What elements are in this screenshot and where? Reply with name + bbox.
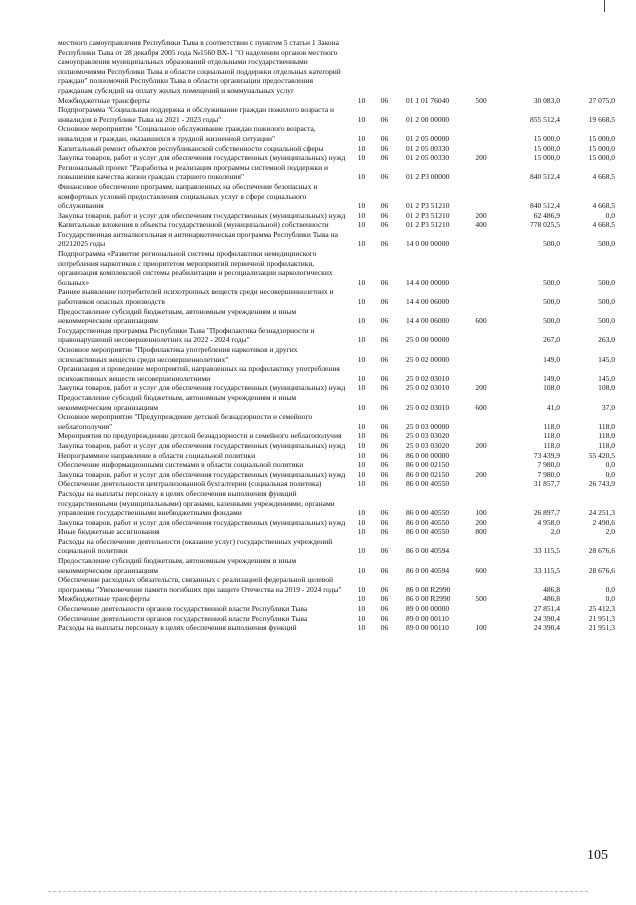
row-amount-1: 15 000,0 [533, 133, 560, 143]
row-amount-1: 500,0 [543, 239, 560, 249]
row-target-code: 86 0 00 40550 [406, 517, 450, 527]
row-section: 10 [357, 565, 366, 575]
row-amount-2: 2 490,6 [592, 517, 615, 527]
row-section: 10 [357, 421, 366, 431]
table-row [58, 431, 615, 441]
row-subsection: 06 [380, 153, 389, 163]
row-section: 10 [357, 604, 366, 614]
row-target-code: 25 0 02 03010 [406, 383, 450, 393]
table-row [58, 326, 615, 345]
row-target-code: 14 4 00 06000 [406, 297, 450, 307]
row-name: Иные бюджетные ассигнования [58, 527, 160, 537]
row-section: 10 [357, 335, 366, 345]
row-amount-2: 19 668,5 [588, 114, 615, 124]
table-row [58, 604, 615, 614]
row-amount-1: 840 512,4 [530, 172, 560, 182]
row-subsection: 06 [380, 335, 389, 345]
row-amount-1: 24 390,4 [533, 613, 560, 623]
row-amount-1: 73 439,9 [533, 450, 560, 460]
row-amount-1: 118,0 [543, 421, 560, 431]
row-target-code: 86 0 00 R2990 [406, 594, 451, 604]
row-amount-1: 31 857,7 [533, 479, 560, 489]
row-subsection: 06 [380, 210, 389, 220]
row-amount-2: 108,0 [598, 383, 615, 393]
row-amount-1: 24 390,4 [533, 623, 560, 633]
row-section: 10 [357, 527, 366, 537]
row-name: Закупка товаров, работ и услуг для обеспечения государственных (муниципальных) нужд [58, 383, 346, 393]
row-target-code: 01 2 05 00330 [406, 153, 450, 163]
row-amount-2: 37,0 [601, 402, 615, 412]
row-amount-2: 55 420,5 [588, 450, 615, 460]
row-amount-2: 21 951,3 [588, 613, 615, 623]
row-target-code: 01 2 Р3 51210 [406, 220, 450, 230]
row-expense-type [470, 345, 492, 364]
row-expense-type: 100 [475, 508, 487, 518]
row-expense-type [470, 105, 492, 124]
row-section: 10 [357, 354, 366, 364]
row-subsection: 06 [380, 114, 389, 124]
row-amount-2: 4 668,5 [592, 201, 615, 211]
table-row [58, 230, 615, 249]
row-amount-2: 28 676,6 [588, 546, 615, 556]
row-subsection: 06 [380, 354, 389, 364]
row-amount-1: 149,0 [543, 373, 560, 383]
row-section: 10 [357, 133, 366, 143]
row-section: 10 [357, 239, 366, 249]
row-expense-type [470, 38, 492, 96]
row-amount-2: 15 000,0 [588, 143, 615, 153]
table-row [58, 479, 615, 489]
row-amount-2: 24 251,3 [588, 508, 615, 518]
row-amount-1: 2,0 [550, 527, 560, 537]
row-subsection: 06 [380, 584, 389, 594]
row-expense-type: 200 [475, 517, 487, 527]
row-expense-type: 600 [475, 565, 487, 575]
row-amount-1: 500,0 [543, 297, 560, 307]
row-amount-1 [492, 38, 560, 96]
row-name: Расходы на обеспечение деятельности (оказание услуг) государственных учреждений социальной политики [58, 536, 333, 556]
row-amount-2: 25 412,3 [588, 604, 615, 614]
row-name: Расходы на выплаты персоналу в целях обеспечения выполнения функций государственными (муниципальными) органами, казенными учреждениями, органами управления государственными внебюджетными фондами [58, 488, 335, 518]
row-section: 10 [357, 623, 366, 633]
row-name: Основное мероприятие "Социальное обслуживание граждан пожилого возраста, инвалидов и граждан, оказавшихся в трудной жизненной ситуации" [58, 124, 316, 143]
row-name: Предоставление субсидий бюджетным, автономным учреждениям и иным некоммерческим организациям [58, 556, 297, 575]
row-target-code: 01 2 00 00000 [406, 114, 450, 124]
row-subsection: 06 [380, 277, 389, 287]
row-amount-2: 500,0 [598, 316, 615, 326]
row-expense-type [470, 537, 492, 556]
table-row [58, 211, 615, 221]
row-section: 10 [357, 277, 366, 287]
row-target-code: 01 2 05 00000 [406, 133, 450, 143]
row-name: Расходы на выплаты персоналу в целях обеспечения выполнения функций [58, 623, 297, 633]
row-name: Обеспечение деятельности органов государственной власти Республики Тыва [58, 613, 308, 623]
row-expense-type: 100 [475, 623, 487, 633]
row-name: Мероприятия по предупреждению детской безнадзорности и семейного неблагополучия [58, 431, 342, 441]
row-subsection: 06 [380, 450, 389, 460]
row-name: Организация и проведение мероприятий, направленных на профилактику употребления психоактивных веществ несовершеннолетними [58, 364, 340, 383]
row-expense-type [470, 604, 492, 614]
row-amount-1: 840 512,4 [530, 201, 560, 211]
row-target-code [396, 38, 470, 96]
row-target-code: 01 1 01 76040 [406, 95, 450, 105]
table-row [58, 364, 615, 383]
row-amount-1: 7 980,0 [537, 460, 560, 470]
row-amount-2: 21 951,3 [588, 623, 615, 633]
row-target-code: 89 0 00 00000 [406, 604, 450, 614]
table-row [58, 470, 615, 480]
row-subsection [373, 38, 396, 96]
budget-table [58, 38, 615, 633]
row-expense-type: 200 [475, 383, 487, 393]
row-target-code: 86 0 00 40594 [406, 546, 450, 556]
row-target-code: 86 0 00 02150 [406, 460, 450, 470]
row-amount-1: 855 512,4 [530, 114, 560, 124]
table-row [58, 451, 615, 461]
row-target-code: 01 2 05 00330 [406, 143, 450, 153]
row-section: 10 [357, 440, 366, 450]
row-name: Подпрограмма «Развитие региональной системы профилактики немедицинского потребления наркотиков с приоритетом мероприятий первичной профилактики, организация комплексной системы реабилитации и ресоциализации наркологических больных» [58, 249, 333, 287]
row-subsection: 06 [380, 604, 389, 614]
row-expense-type [470, 364, 492, 383]
row-subsection: 06 [380, 201, 389, 211]
table-row [58, 163, 615, 182]
row-section: 10 [357, 594, 366, 604]
table-row [58, 460, 615, 470]
row-amount-1: 26 897,7 [533, 508, 560, 518]
row-target-code: 86 0 00 02150 [406, 469, 450, 479]
row-target-code: 01 2 Р3 51210 [406, 210, 450, 220]
row-name: Закупка товаров, работ и услуг для обеспечения государственных (муниципальных) нужд [58, 517, 346, 527]
row-amount-2: 500,0 [598, 297, 615, 307]
table-row [58, 527, 615, 537]
row-amount-2: 118,0 [598, 431, 615, 441]
row-name: Межбюджетные трансферты [58, 594, 150, 604]
row-amount-2: 0,0 [605, 460, 615, 470]
row-name: Основное мероприятие "Предупреждение детской безнадзорности и семейного неблагополучия" [58, 412, 313, 431]
row-amount-1: 486,8 [543, 584, 560, 594]
row-section: 10 [357, 297, 366, 307]
row-subsection: 06 [380, 431, 389, 441]
row-amount-1: 108,0 [543, 383, 560, 393]
row-section: 10 [357, 450, 366, 460]
row-name: Капитальный ремонт объектов республиканской собственности социальной сферы [58, 143, 324, 153]
table-row [58, 307, 615, 326]
row-amount-2: 263,0 [598, 335, 615, 345]
row-target-code: 25 0 02 00000 [406, 354, 450, 364]
row-section: 10 [357, 460, 366, 470]
row-amount-1: 500,0 [543, 316, 560, 326]
row-name: Подпрограмма "Социальная поддержка и обслуживание граждан пожилого возраста и инвалидов в Республике Тыва на 2021 - 2023 годы" [58, 105, 335, 124]
row-amount-2: 27 075,0 [588, 95, 615, 105]
row-target-code: 89 0 00 00110 [406, 623, 449, 633]
table-row [58, 556, 615, 575]
row-target-code: 86 0 00 00000 [406, 450, 450, 460]
row-name: Закупка товаров, работ и услуг для обеспечения государственных (муниципальных) нужд [58, 440, 346, 450]
row-subsection: 06 [380, 440, 389, 450]
row-amount-2: 118,0 [598, 421, 615, 431]
row-amount-1: 486,8 [543, 594, 560, 604]
table-row [58, 220, 615, 230]
row-section: 10 [357, 201, 366, 211]
row-amount-1: 118,0 [543, 440, 560, 450]
row-expense-type: 400 [475, 220, 487, 230]
row-section: 10 [357, 220, 366, 230]
row-target-code: 25 0 02 03010 [406, 402, 450, 412]
row-expense-type [470, 182, 492, 211]
table-row [58, 441, 615, 451]
row-expense-type [470, 287, 492, 306]
table-row [58, 287, 615, 306]
row-target-code: 25 0 03 03020 [406, 440, 450, 450]
row-subsection: 06 [380, 297, 389, 307]
row-subsection: 06 [380, 613, 389, 623]
row-expense-type: 200 [475, 210, 487, 220]
row-expense-type [470, 230, 492, 249]
row-subsection: 06 [380, 517, 389, 527]
row-target-code: 01 2 Р3 51210 [406, 201, 450, 211]
row-amount-2 [560, 38, 615, 96]
row-name: Обеспечение информационными системами в области социальной политики [58, 460, 304, 470]
row-expense-type [470, 412, 492, 431]
row-subsection: 06 [380, 421, 389, 431]
row-target-code: 14 4 00 06000 [406, 316, 450, 326]
row-amount-1: 7 980,0 [537, 469, 560, 479]
page-number: 105 [587, 848, 608, 863]
table-row [58, 518, 615, 528]
row-amount-2: 0,0 [605, 210, 615, 220]
row-amount-1: 778 025,5 [530, 220, 560, 230]
row-amount-1: 500,0 [543, 277, 560, 287]
row-amount-1: 4 958,0 [537, 517, 560, 527]
row-name: Предоставление субсидий бюджетным, автономным учреждениям и иным некоммерческим организациям [58, 392, 297, 412]
row-expense-type: 600 [475, 402, 487, 412]
row-subsection: 06 [380, 527, 389, 537]
row-expense-type [470, 249, 492, 287]
row-subsection: 06 [380, 565, 389, 575]
row-subsection: 06 [380, 239, 389, 249]
row-target-code: 01 2 Р3 00000 [406, 172, 450, 182]
row-amount-1: 41,0 [546, 402, 560, 412]
row-name: Предоставление субсидий бюджетным, автономным учреждениям и иным некоммерческим организациям [58, 306, 297, 326]
row-name: Закупка товаров, работ и услуг для обеспечения государственных (муниципальных) нужд [58, 210, 346, 220]
table-row [58, 124, 615, 143]
row-target-code: 25 0 02 03010 [406, 373, 450, 383]
table-row [58, 105, 615, 124]
row-name: Обеспечение деятельности централизованной бухгалтерии (социальная политика) [58, 479, 322, 489]
row-section: 10 [357, 546, 366, 556]
row-amount-1: 118,0 [543, 431, 560, 441]
row-name: Межбюджетные трансферты [58, 95, 150, 105]
row-amount-2: 500,0 [598, 277, 615, 287]
row-subsection: 06 [380, 383, 389, 393]
row-expense-type [470, 326, 492, 345]
row-target-code: 86 0 00 40594 [406, 565, 450, 575]
row-amount-2: 500,0 [598, 239, 615, 249]
row-section: 10 [357, 95, 366, 105]
row-amount-2: 0,0 [605, 594, 615, 604]
table-row [58, 412, 615, 431]
row-target-code: 14 4 00 00000 [406, 277, 450, 287]
table-row [58, 96, 615, 106]
row-amount-2: 4 668,5 [592, 172, 615, 182]
row-expense-type: 800 [475, 527, 487, 537]
row-name: Государственная антиалкогольная и антинаркотическая программа Республики Тыва на 20212025 годы [58, 229, 338, 249]
row-name: Региональный проект "Разработка и реализация программы системной поддержки и повышения качества жизни граждан старшего поколения" [58, 162, 329, 182]
row-subsection: 06 [380, 172, 389, 182]
row-name: Капитальные вложения в объекты государственной (муниципальной) собственности [58, 220, 329, 230]
row-subsection: 06 [380, 594, 389, 604]
row-name: Основное мероприятие "Профилактика употребления наркотиков и других психоактивных веществ среди несовершеннолетних" [58, 345, 298, 364]
row-section: 10 [357, 402, 366, 412]
row-subsection: 06 [380, 469, 389, 479]
footer-rule [48, 891, 588, 892]
row-expense-type: 200 [475, 153, 487, 163]
row-subsection: 06 [380, 220, 389, 230]
row-expense-type [470, 144, 492, 154]
table-row [58, 614, 615, 624]
row-section: 10 [357, 584, 366, 594]
row-name: Обеспечение расходных обязательств, связанных с реализацией федеральной целевой программы "Увековечение памяти погибших при защите Отечества на 2019 - 2024 годы" [58, 575, 342, 594]
row-amount-2: 15 000,0 [588, 153, 615, 163]
row-expense-type [470, 479, 492, 489]
row-expense-type: 200 [475, 440, 487, 450]
row-section: 10 [357, 508, 366, 518]
table-row [58, 144, 615, 154]
budget-table-body [58, 38, 615, 633]
row-amount-2: 2,0 [605, 527, 615, 537]
row-expense-type [470, 460, 492, 470]
row-amount-1: 62 486,9 [533, 210, 560, 220]
table-row [58, 38, 615, 96]
row-subsection: 06 [380, 623, 389, 633]
table-row [58, 489, 615, 518]
row-expense-type [470, 163, 492, 182]
table-row [58, 345, 615, 364]
row-subsection: 06 [380, 546, 389, 556]
row-subsection: 06 [380, 508, 389, 518]
row-expense-type: 200 [475, 469, 487, 479]
row-amount-2: 15 000,0 [588, 133, 615, 143]
row-expense-type [470, 614, 492, 624]
row-name: Государственная программа Республики Тыва "Профилактика безнадзорности и правонарушений несовершеннолетних на 2022 - 2024 годы" [58, 325, 315, 345]
row-target-code: 25 0 03 03020 [406, 431, 450, 441]
row-section: 10 [357, 373, 366, 383]
row-subsection: 06 [380, 316, 389, 326]
row-subsection: 06 [380, 479, 389, 489]
table-row [58, 575, 615, 594]
row-subsection: 06 [380, 143, 389, 153]
row-target-code: 14 0 00 00000 [406, 239, 450, 249]
row-section: 10 [357, 479, 366, 489]
row-amount-1: 149,0 [543, 354, 560, 364]
row-subsection: 06 [380, 133, 389, 143]
row-name: местного самоуправления Республики Тыва в соответствии с пунктом 5 статьи 1 Закона Республики Тыва от 28 декабря 2005 года №1560 ВХ-1 "О наделении органов местного самоуправления муниципальных образований отдельными государственными полномочиями Республики Тыва в области социальной поддержки отдельных категорий граждан" полномочий Республики Тыва в области организации предоставления гражданам субсидий на оплату жилых помещений и коммунальных услуг [58, 38, 341, 95]
row-expense-type [470, 451, 492, 461]
row-amount-2: 28 676,6 [588, 565, 615, 575]
row-amount-1: 30 083,0 [533, 95, 560, 105]
row-amount-2: 4 668,5 [592, 220, 615, 230]
row-amount-2: 145,0 [598, 354, 615, 364]
row-target-code: 86 0 00 R2990 [406, 584, 451, 594]
row-name: Раннее выявление потребителей психотропных веществ среди несовершеннолетних и работников опасных производств [58, 287, 334, 307]
row-expense-type: 600 [475, 316, 487, 326]
row-section: 10 [357, 316, 366, 326]
row-subsection: 06 [380, 95, 389, 105]
row-name: Финансовое обеспечение программ, направленных на обеспечение безопасных и комфортных условий предоставления социальных услуг в сфере социального обслуживания [58, 181, 318, 211]
row-target-code: 86 0 00 40550 [406, 527, 450, 537]
table-row [58, 393, 615, 412]
row-section: 10 [357, 383, 366, 393]
row-amount-1: 15 000,0 [533, 153, 560, 163]
table-row [58, 383, 615, 393]
row-expense-type: 500 [475, 594, 487, 604]
row-name: Закупка товаров, работ и услуг для обеспечения государственных (муниципальных) нужд [58, 153, 346, 163]
row-amount-2: 0,0 [605, 584, 615, 594]
row-section: 10 [357, 143, 366, 153]
row-amount-1: 33 115,5 [534, 565, 560, 575]
page-edge-mark [604, 0, 605, 12]
row-amount-1: 33 115,5 [534, 546, 560, 556]
row-target-code: 86 0 00 40550 [406, 479, 450, 489]
table-row [58, 182, 615, 211]
row-amount-2: 118,0 [598, 440, 615, 450]
row-name: Закупка товаров, работ и услуг для обеспечения государственных (муниципальных) нужд [58, 469, 346, 479]
row-section: 10 [357, 210, 366, 220]
table-row [58, 594, 615, 604]
table-row [58, 153, 615, 163]
row-expense-type: 500 [475, 95, 487, 105]
row-subsection: 06 [380, 373, 389, 383]
row-amount-2: 26 743,9 [588, 479, 615, 489]
row-name: Обеспечение деятельности органов государственной власти Республики Тыва [58, 604, 308, 614]
row-section: 10 [357, 517, 366, 527]
row-target-code: 25 0 03 00000 [406, 421, 450, 431]
row-expense-type [470, 575, 492, 594]
row-amount-1: 27 851,4 [533, 604, 560, 614]
row-section: 10 [357, 114, 366, 124]
row-target-code: 89 0 00 00110 [406, 613, 449, 623]
row-amount-1: 267,0 [543, 335, 560, 345]
row-section: 10 [357, 431, 366, 441]
table-row [58, 623, 615, 633]
table-row [58, 249, 615, 287]
table-row [58, 537, 615, 556]
row-expense-type [470, 124, 492, 143]
row-section: 10 [357, 469, 366, 479]
row-amount-2: 0,0 [605, 469, 615, 479]
row-subsection: 06 [380, 402, 389, 412]
row-subsection: 06 [380, 460, 389, 470]
row-amount-2: 145,0 [598, 373, 615, 383]
row-section [350, 38, 373, 96]
row-expense-type [470, 431, 492, 441]
row-target-code: 25 0 00 00000 [406, 335, 450, 345]
row-amount-1: 15 000,0 [533, 143, 560, 153]
row-section: 10 [357, 153, 366, 163]
row-section: 10 [357, 172, 366, 182]
row-name: Непрограммное направление в области социальной политики [58, 450, 256, 460]
row-section: 10 [357, 613, 366, 623]
row-target-code: 86 0 00 40550 [406, 508, 450, 518]
